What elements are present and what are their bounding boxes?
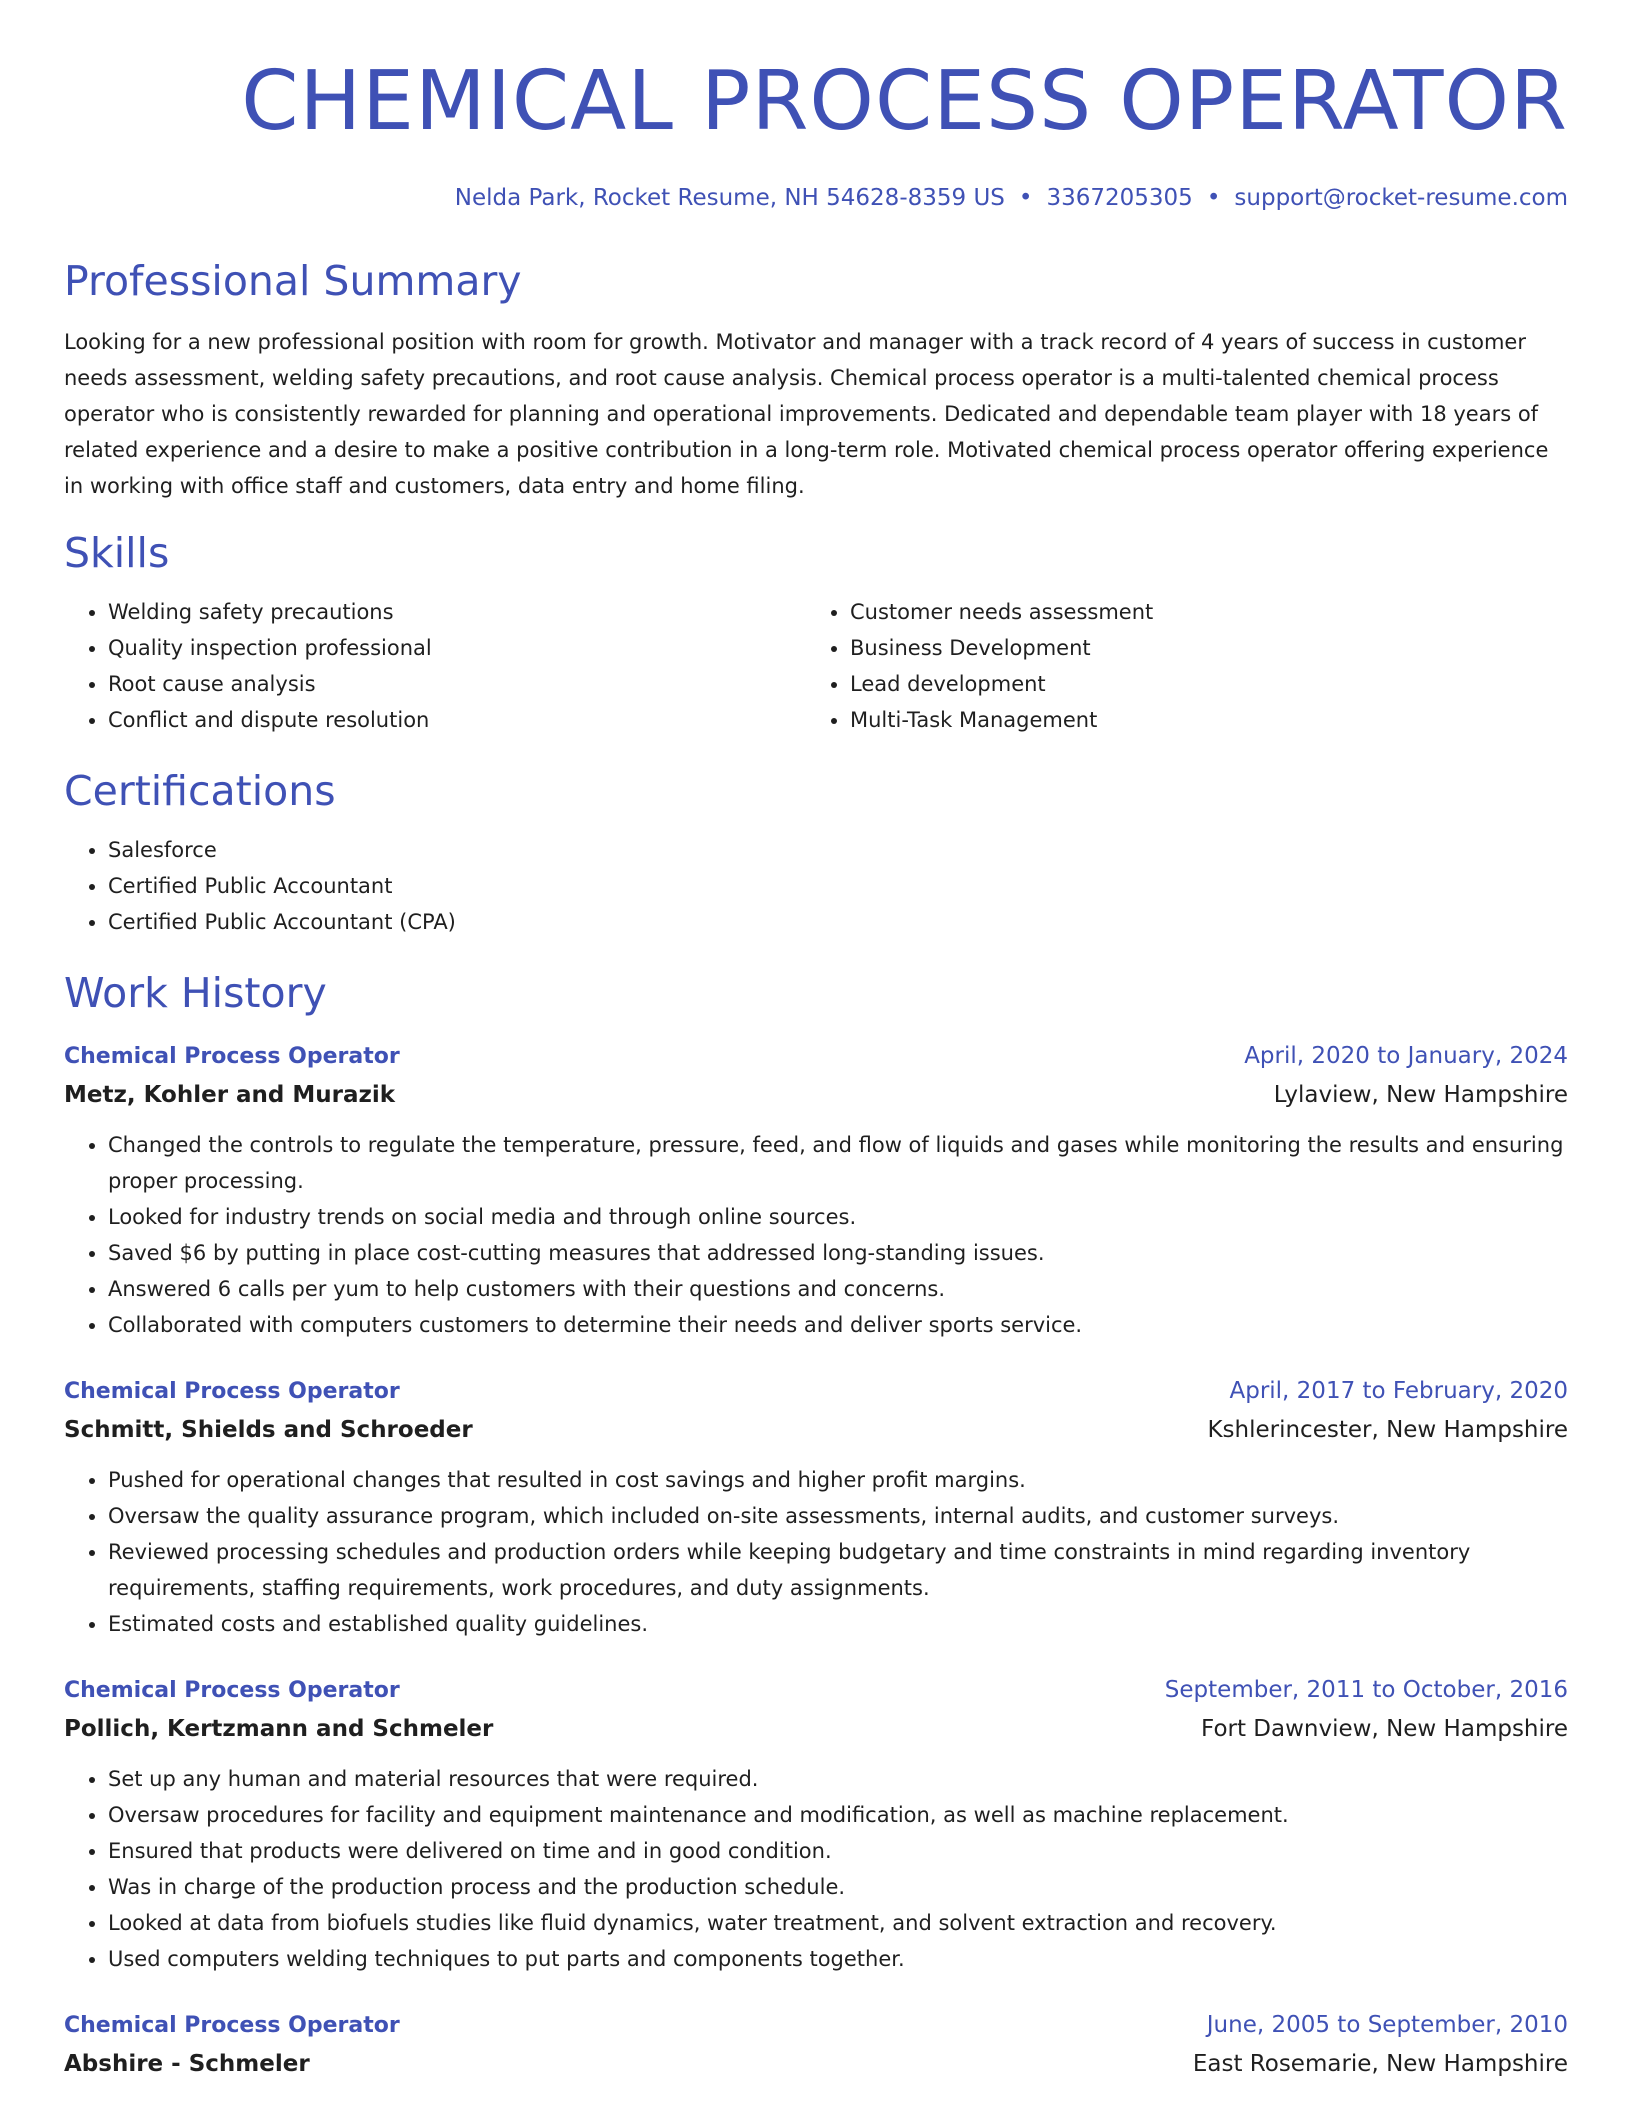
job-entry [64,2007,1568,2084]
list-item: • Ensured that products were delivered on time and in good condition. [108,1833,1568,1869]
contact-separator: • [1018,185,1033,211]
job-dates: April, 2020 to January, 2024 [1244,1043,1568,1069]
contact-phone: 3367205305 [1046,185,1193,211]
list-item: • Salesforce [108,832,1568,868]
job-entry [64,1672,1568,1977]
contact-line [64,182,1568,214]
job-bullets [64,1761,1568,1977]
job-dates: June, 2005 to September, 2010 [1206,2012,1568,2038]
list-item: • Pushed for operational changes that resulted in cost savings and higher profit margins. [108,1462,1568,1498]
job-company: Pollich, Kertzmann and Schmeler [64,1716,494,1742]
job-company: Schmitt, Shields and Schroeder [64,1417,473,1443]
skills-column-right [806,594,1548,738]
list-item: • Lead development [850,666,1548,702]
work-history-heading: Work History [64,969,327,1017]
list-item: • Oversaw procedures for facility and equipment maintenance and modification, as well as machine replacement. [108,1797,1568,1833]
list-item: • Estimated costs and established quality guidelines. [108,1606,1568,1642]
job-role: Chemical Process Operator [64,1678,400,1703]
summary-heading: Professional Summary [64,257,522,305]
certifications-list [64,832,1568,940]
list-item: • Reviewed processing schedules and production orders while keeping budgetary and time constraints in mind regarding inventory requirements, staffing requirements, work procedures, and duty assignments. [108,1534,1568,1606]
list-item: • Was in charge of the production process and the production schedule. [108,1869,1568,1905]
job-location: East Rosemarie, New Hampshire [1192,2051,1568,2077]
list-item: • Multi-Task Management [850,702,1548,738]
resume-page [64,0,1568,2084]
list-item: • Used computers welding techniques to put parts and components together. [108,1941,1568,1977]
list-item: • Certified Public Accountant [108,868,1568,904]
list-item: • Quality inspection professional [108,630,806,666]
resume-header [64,52,1568,214]
skills-heading: Skills [64,529,170,577]
job-dates: September, 2011 to October, 2016 [1164,1677,1568,1703]
page-title: CHEMICAL PROCESS OPERATOR [241,54,1568,149]
job-role: Chemical Process Operator [64,2013,400,2038]
list-item: • Certified Public Accountant (CPA) [108,904,1568,940]
list-item: • Business Development [850,630,1548,666]
contact-email[interactable]: support@rocket-resume.com [1234,185,1568,211]
job-location: Fort Dawnview, New Hampshire [1201,1716,1568,1742]
certifications-heading: Certifications [64,767,336,815]
list-item: • Conflict and dispute resolution [108,702,806,738]
contact-address: Nelda Park, Rocket Resume, NH 54628-8359 US [454,185,1005,211]
job-location: Kshlerincester, New Hampshire [1207,1417,1568,1443]
list-item: • Customer needs assessment [850,594,1548,630]
list-item: • Oversaw the quality assurance program, which included on-site assessments, internal audits, and customer surveys. [108,1498,1568,1534]
list-item: • Welding safety precautions [108,594,806,630]
list-item: • Root cause analysis [108,666,806,702]
skills-grid [64,594,1568,738]
list-item: • Saved $6 by putting in place cost-cutting measures that addressed long-standing issues. [108,1235,1568,1271]
list-item: • Changed the controls to regulate the temperature, pressure, feed, and flow of liquids and gases while monitoring the results and ensuring proper processing. [108,1127,1568,1199]
list-item: • Looked at data from biofuels studies like fluid dynamics, water treatment, and solvent extraction and recovery. [108,1905,1568,1941]
job-company: Metz, Kohler and Murazik [64,1082,396,1108]
job-entry [64,1373,1568,1642]
list-item: • Set up any human and material resources that were required. [108,1761,1568,1797]
summary-text: Looking for a new professional position with room for growth. Motivator and manager with a track record of 4 years of success in customer needs assessment, welding safety precautions, and root cause analysis. Chemical process operator is a multi-talented chemical process operator who is consistently rewarded for planning and operational improvements. Dedicated and dependable team player with 18 years of related experience and a desire to make a positive contribution in a long-term role. Motivated chemical process operator offering experience in working with office staff and customers, data entry and home filing. [64,330,1549,498]
job-role: Chemical Process Operator [64,1379,400,1404]
job-role: Chemical Process Operator [64,1044,400,1069]
job-company: Abshire - Schmeler [64,2051,310,2077]
job-entry [64,1038,1568,1343]
job-dates: April, 2017 to February, 2020 [1229,1378,1568,1404]
skills-column-left [64,594,806,738]
list-item: • Collaborated with computers customers to determine their needs and deliver sports service. [108,1307,1568,1343]
contact-separator: • [1206,185,1221,211]
list-item: • Answered 6 calls per yum to help customers with their questions and concerns. [108,1271,1568,1307]
job-bullets [64,1127,1568,1343]
job-location: Lylaview, New Hampshire [1273,1082,1568,1108]
job-bullets [64,1462,1568,1642]
list-item: • Looked for industry trends on social media and through online sources. [108,1199,1568,1235]
